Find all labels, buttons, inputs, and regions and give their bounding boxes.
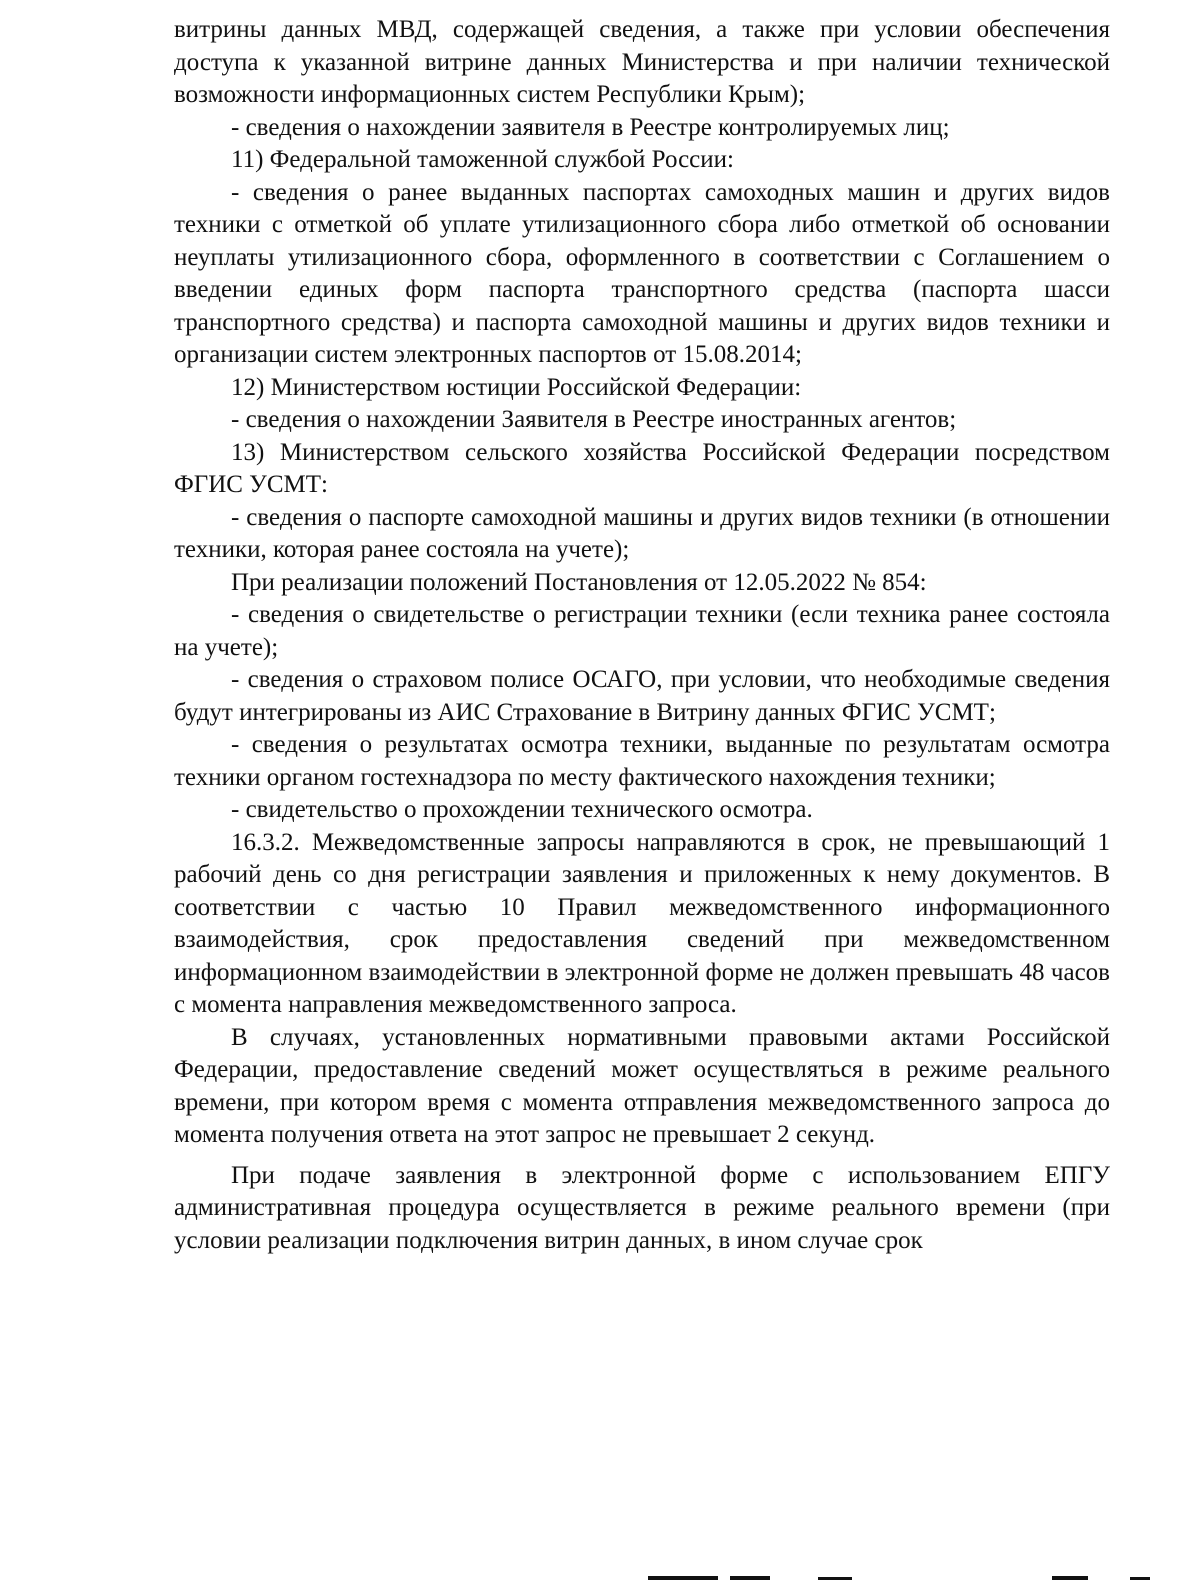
paragraph-10: - сведения о свидетельстве о регистрации техники (если техника ранее состояла на учете); [174, 601, 1110, 661]
scan-artifact [640, 1558, 1160, 1582]
paragraph-4: - сведения о ранее выданных паспортах самоходных машин и других видов техники с отметкой об уплате утилизационного сбора либо отметкой об основании неуплаты утилизационного сбора, оформленного в соответствии с Соглашением о введении единых форм паспорта транспортного средства (паспорта шасси транспортного средства) и паспорта самоходной машины и других видов техники и организации систем электронных паспортов от 15.08.2014; [174, 178, 1110, 368]
paragraph-9: При реализации положений Постановления от 12.05.2022 № 854: [231, 568, 927, 596]
paragraph-3: 11) Федеральной таможенной службой России: [231, 146, 734, 173]
paragraph-8: - сведения о паспорте самоходной машины и других видов техники (в отношении техники, которая ранее состояла на учете); [174, 503, 1110, 563]
paragraph-13: - свидетельство о прохождении технического осмотра. [231, 796, 813, 823]
paragraph-14: 16.3.2. Межведомственные запросы направляются в срок, не превышающий 1 рабочий день со дня регистрации заявления и приложенных к нему документов. В соответствии с частью 10 Правил межведомственного информационного взаимодействия, срок предоставления сведений при межведомственном информационном взаимодействии в электронной форме не должен превышать 48 часов с момента направления межведомственного запроса. [174, 828, 1110, 1018]
paragraph-7: 13) Министерством сельского хозяйства Российской Федерации посредством ФГИС УСМТ: [174, 438, 1110, 498]
paragraph-16: При подаче заявления в электронной форме с использованием ЕПГУ административная процедура осуществляется в режиме реального времени (при условии реализации подключения витрин данных, в ином случае срок [174, 1161, 1110, 1254]
paragraph-15: В случаях, установленных нормативными правовыми актами Российской Федерации, предоставление сведений может осуществляться в режиме реального времени, при котором время с момента отправления межведомственного запроса до момента получения ответа на этот запрос не превышает 2 секунд. [174, 1023, 1110, 1148]
paragraph-2: - сведения о нахождении заявителя в Реестре контролируемых лиц; [231, 113, 950, 141]
paragraph-11: - сведения о страховом полисе ОСАГО, при условии, что необходимые сведения будут интегрированы из АИС Страхование в Витрину данных ФГИС УСМТ; [174, 666, 1110, 726]
paragraph-5: 12) Министерством юстиции Российской Федерации: [231, 373, 802, 401]
paragraph-1: витрины данных МВД, содержащей сведения, а также при условии обеспечения доступа к указанной витрине данных Министерства и при наличии технической возможности информационных систем Республики Крым); [174, 16, 1110, 108]
document-page [174, 14, 1110, 1257]
paragraph-12: - сведения о результатах осмотра техники, выданные по результатам осмотра техники органом гостехнадзора по месту фактического нахождения техники; [174, 731, 1110, 791]
paragraph-6: - сведения о нахождении Заявителя в Реестре иностранных агентов; [231, 406, 957, 433]
